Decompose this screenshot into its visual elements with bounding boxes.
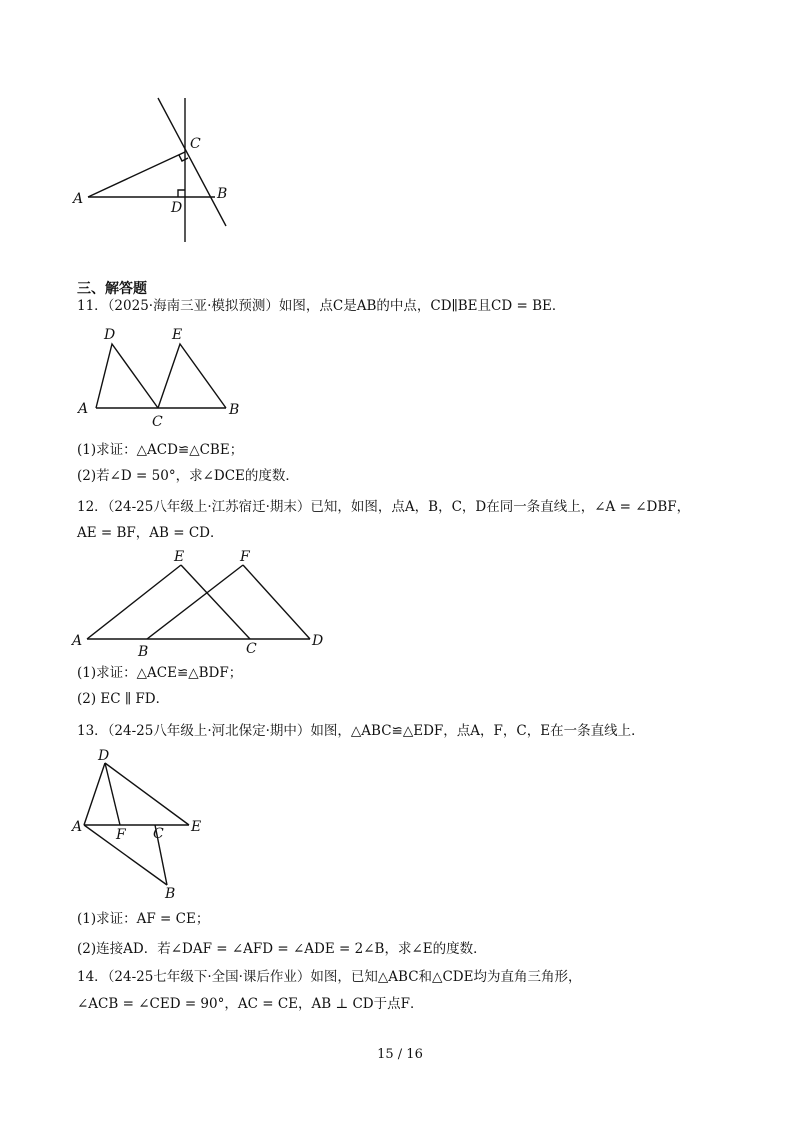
label-c: C: [152, 414, 163, 430]
label-f: F: [116, 827, 126, 843]
segment-ac: [88, 152, 185, 197]
right-angle-mark-d: [178, 190, 185, 197]
label-a: A: [73, 191, 84, 207]
q11-stem: 11．（2025·海南三亚·模拟预测）如图，点C是AB的中点，CD∥BE且CD = BE．: [77, 298, 566, 314]
segment-da: [84, 763, 105, 825]
q11-part1: (1)求证：△ACD≌△CBE；: [77, 442, 244, 458]
triangle-cbe: [158, 344, 226, 408]
segment-fd: [243, 565, 310, 639]
section-heading: 三、解答题: [77, 281, 147, 297]
segment-ec: [181, 565, 250, 639]
slanted-line: [158, 98, 226, 226]
label-a: A: [72, 633, 83, 649]
label-a: A: [78, 401, 89, 417]
segment-bf: [147, 565, 243, 639]
q13-part2: (2)连接AD．若∠DAF = ∠AFD = ∠ADE = 2∠B，求∠E的度数．: [77, 941, 487, 957]
label-b: B: [217, 186, 228, 202]
label-d: D: [171, 200, 183, 216]
q12-stem-line2: AE = BF，AB = CD．: [77, 525, 224, 541]
figure-q13: [65, 745, 225, 900]
label-e: E: [174, 549, 185, 565]
page-indicator: 15 / 16: [377, 1047, 423, 1062]
q14-stem-line2: ∠ACB = ∠CED = 90°，AC = CE，AB ⊥ CD于点F．: [77, 996, 424, 1012]
segment-ae: [87, 565, 181, 639]
q12-part2: (2) EC ∥ FD．: [77, 691, 170, 707]
triangle-acd: [96, 344, 158, 408]
q13-part1: (1)求证：AF = CE；: [77, 911, 210, 927]
label-d: D: [104, 327, 116, 343]
label-b: B: [138, 644, 149, 660]
label-e: E: [191, 819, 202, 835]
label-b: B: [165, 886, 176, 902]
label-a: A: [72, 819, 83, 835]
label-b: B: [229, 402, 240, 418]
figure-q12: [60, 545, 340, 660]
label-f: F: [240, 549, 250, 565]
right-angle-mark-c: [179, 155, 188, 161]
label-d: D: [312, 633, 324, 649]
q14-stem-line1: 14．（24-25七年级下·全国·课后作业）如图，已知△ABC和△CDE均为直角三角形，: [77, 969, 582, 985]
label-c: C: [246, 641, 257, 657]
label-d: D: [98, 748, 110, 764]
figure-top: [60, 90, 260, 250]
label-e: E: [172, 327, 183, 343]
q11-part2: (2)若∠D = 50°，求∠DCE的度数．: [77, 468, 299, 484]
q13-stem: 13．（24-25八年级上·河北保定·期中）如图，△ABC≌△EDF，点A，F，C，E在一条直线上．: [77, 723, 645, 739]
figure-q11: [70, 322, 260, 432]
q12-part1: (1)求证：△ACE≌△BDF；: [77, 665, 243, 681]
label-c: C: [190, 136, 201, 152]
q12-stem-line1: 12．（24-25八年级上·江苏宿迁·期末）已知，如图，点A，B，C，D在同一条直线上，∠A = ∠DBF，: [77, 499, 691, 515]
label-c: C: [153, 826, 164, 842]
